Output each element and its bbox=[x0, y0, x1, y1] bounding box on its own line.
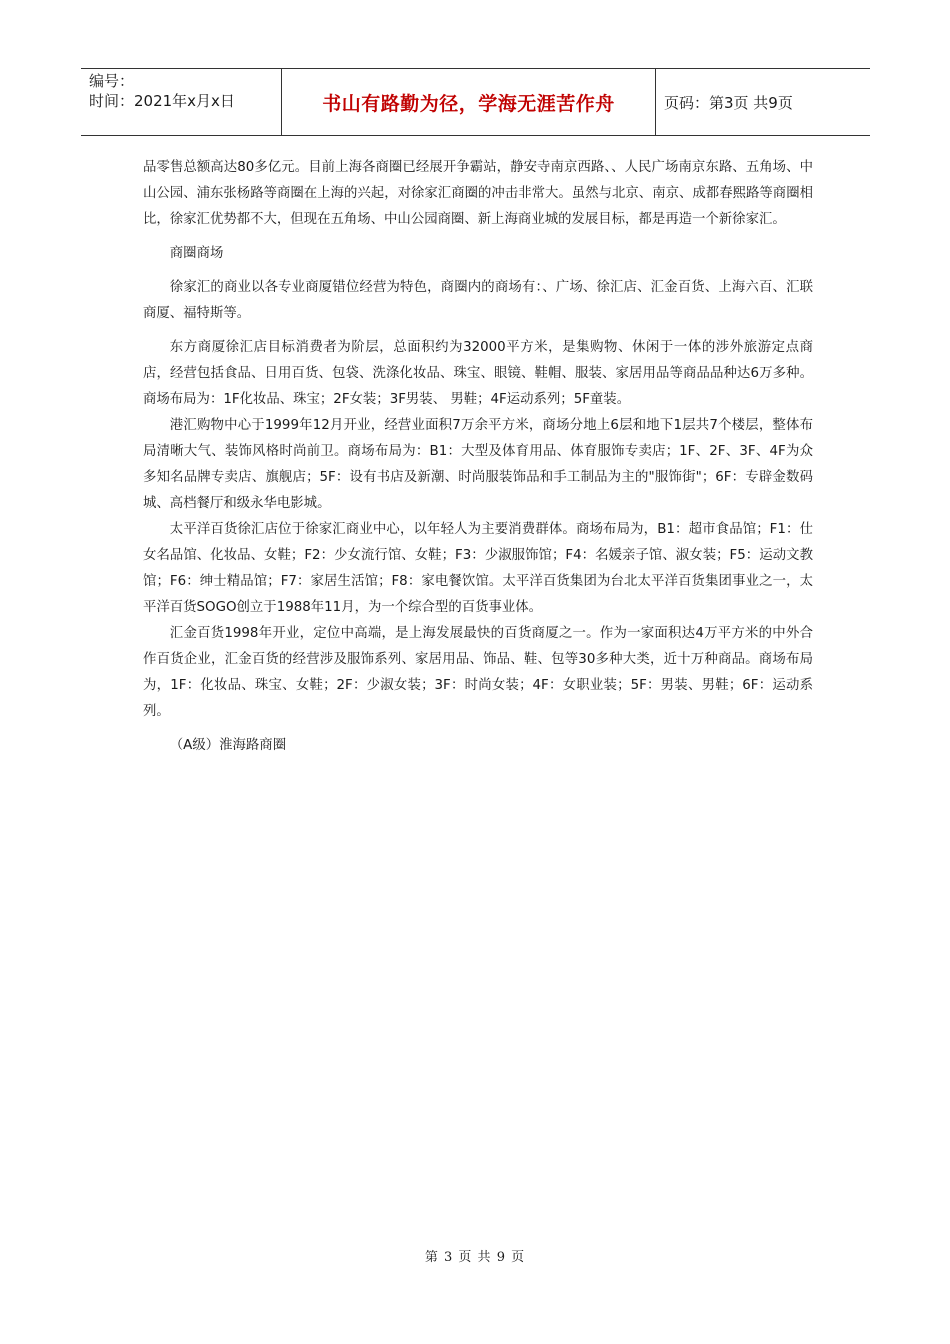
paragraph: 徐家汇的商业以各专业商厦错位经营为特色，商圈内的商场有：、广场、徐汇店、汇金百货、上海六百、汇联商厦、福特斯等。 bbox=[143, 280, 813, 321]
paragraph: 汇金百货1998年开业，定位中高端，是上海发展最快的百货商厦之一。作为一家面积达4万平方米的中外合作百货企业，汇金百货的经营涉及服饰系列、家居用品、饰品、鞋、包等30多种大类，近十万种商品。商场布局为，1F：化妆品、珠宝、女鞋；2F：少淑女装；3F：时尚女装；4F：女职业装；5F：男装、男鞋；6F：运动系列。 bbox=[143, 626, 813, 719]
header-meta-cell bbox=[81, 69, 282, 135]
paragraph: 港汇购物中心于1999年12月开业，经营业面积7万余平方米，商场分地上6层和地下1层共7个楼层，整体布局清晰大气、装饰风格时尚前卫。商场布局为：B1：大型及体育用品、体育服饰专卖店；1F、2F、3F、4F为众多知名品牌专卖店、旗舰店；5F：设有书店及新潮、时尚服装饰品和手工制品为主的"服饰街"；6F：专辟金数码城、高档餐厅和级永华电影城。 bbox=[143, 418, 813, 511]
document-time-label: 时间：2021年x月x日 bbox=[89, 92, 235, 110]
document-number-label: 编号： bbox=[89, 72, 135, 90]
paragraph: 东方商厦徐汇店目标消费者为阶层，总面积约为32000平方米，是集购物、休闲于一体的涉外旅游定点商店，经营包括食品、日用百货、包袋、洗涤化妆品、珠宝、眼镜、鞋帽、服装、家居用品等商品品种达6万多种。商场布局为：1F化妆品、珠宝；2F女装；3F男装、 男鞋；4F运动系列；5F童装。 bbox=[143, 340, 813, 407]
section-heading: 商圈商场 bbox=[169, 246, 224, 261]
paragraph: 品零售总额高达80多亿元。目前上海各商圈已经展开争霸站，静安寺南京西路、、人民广场南京东路、五角场、中山公园、浦东张杨路等商圈在上海的兴起，对徐家汇商圈的冲击非常大。虽然与北京、南京、成都春熙路等商圈相比，徐家汇优势都不大，但现在五角场、中山公园商圈、新上海商业城的发展目标，都是再造一个新徐家汇。 bbox=[143, 160, 813, 227]
page-header bbox=[81, 68, 870, 136]
document-body bbox=[143, 155, 813, 759]
header-page-info: 页码：第3页 共9页 bbox=[664, 93, 793, 112]
section-heading: （A级）淮海路商圈 bbox=[169, 738, 287, 753]
paragraph: 太平洋百货徐汇店位于徐家汇商业中心，以年轻人为主要消费群体。商场布局为，B1：超市食品馆；F1：仕女名品馆、化妆品、女鞋；F2：少女流行馆、女鞋；F3：少淑服饰馆；F4：名媛亲子馆、淑女装；F5：运动文教馆；F6：绅士精品馆；F7：家居生活馆；F8：家电餐饮馆。太平洋百货集团为台北太平洋百货集团事业之一，太平洋百货SOGO创立于1988年11月，为一个综合型的百货事业体。 bbox=[143, 522, 813, 615]
header-motto: 书山有路勤为径，学海无涯苦作舟 bbox=[282, 69, 656, 135]
page-footer: 第 3 页 共 9 页 bbox=[424, 1250, 526, 1265]
